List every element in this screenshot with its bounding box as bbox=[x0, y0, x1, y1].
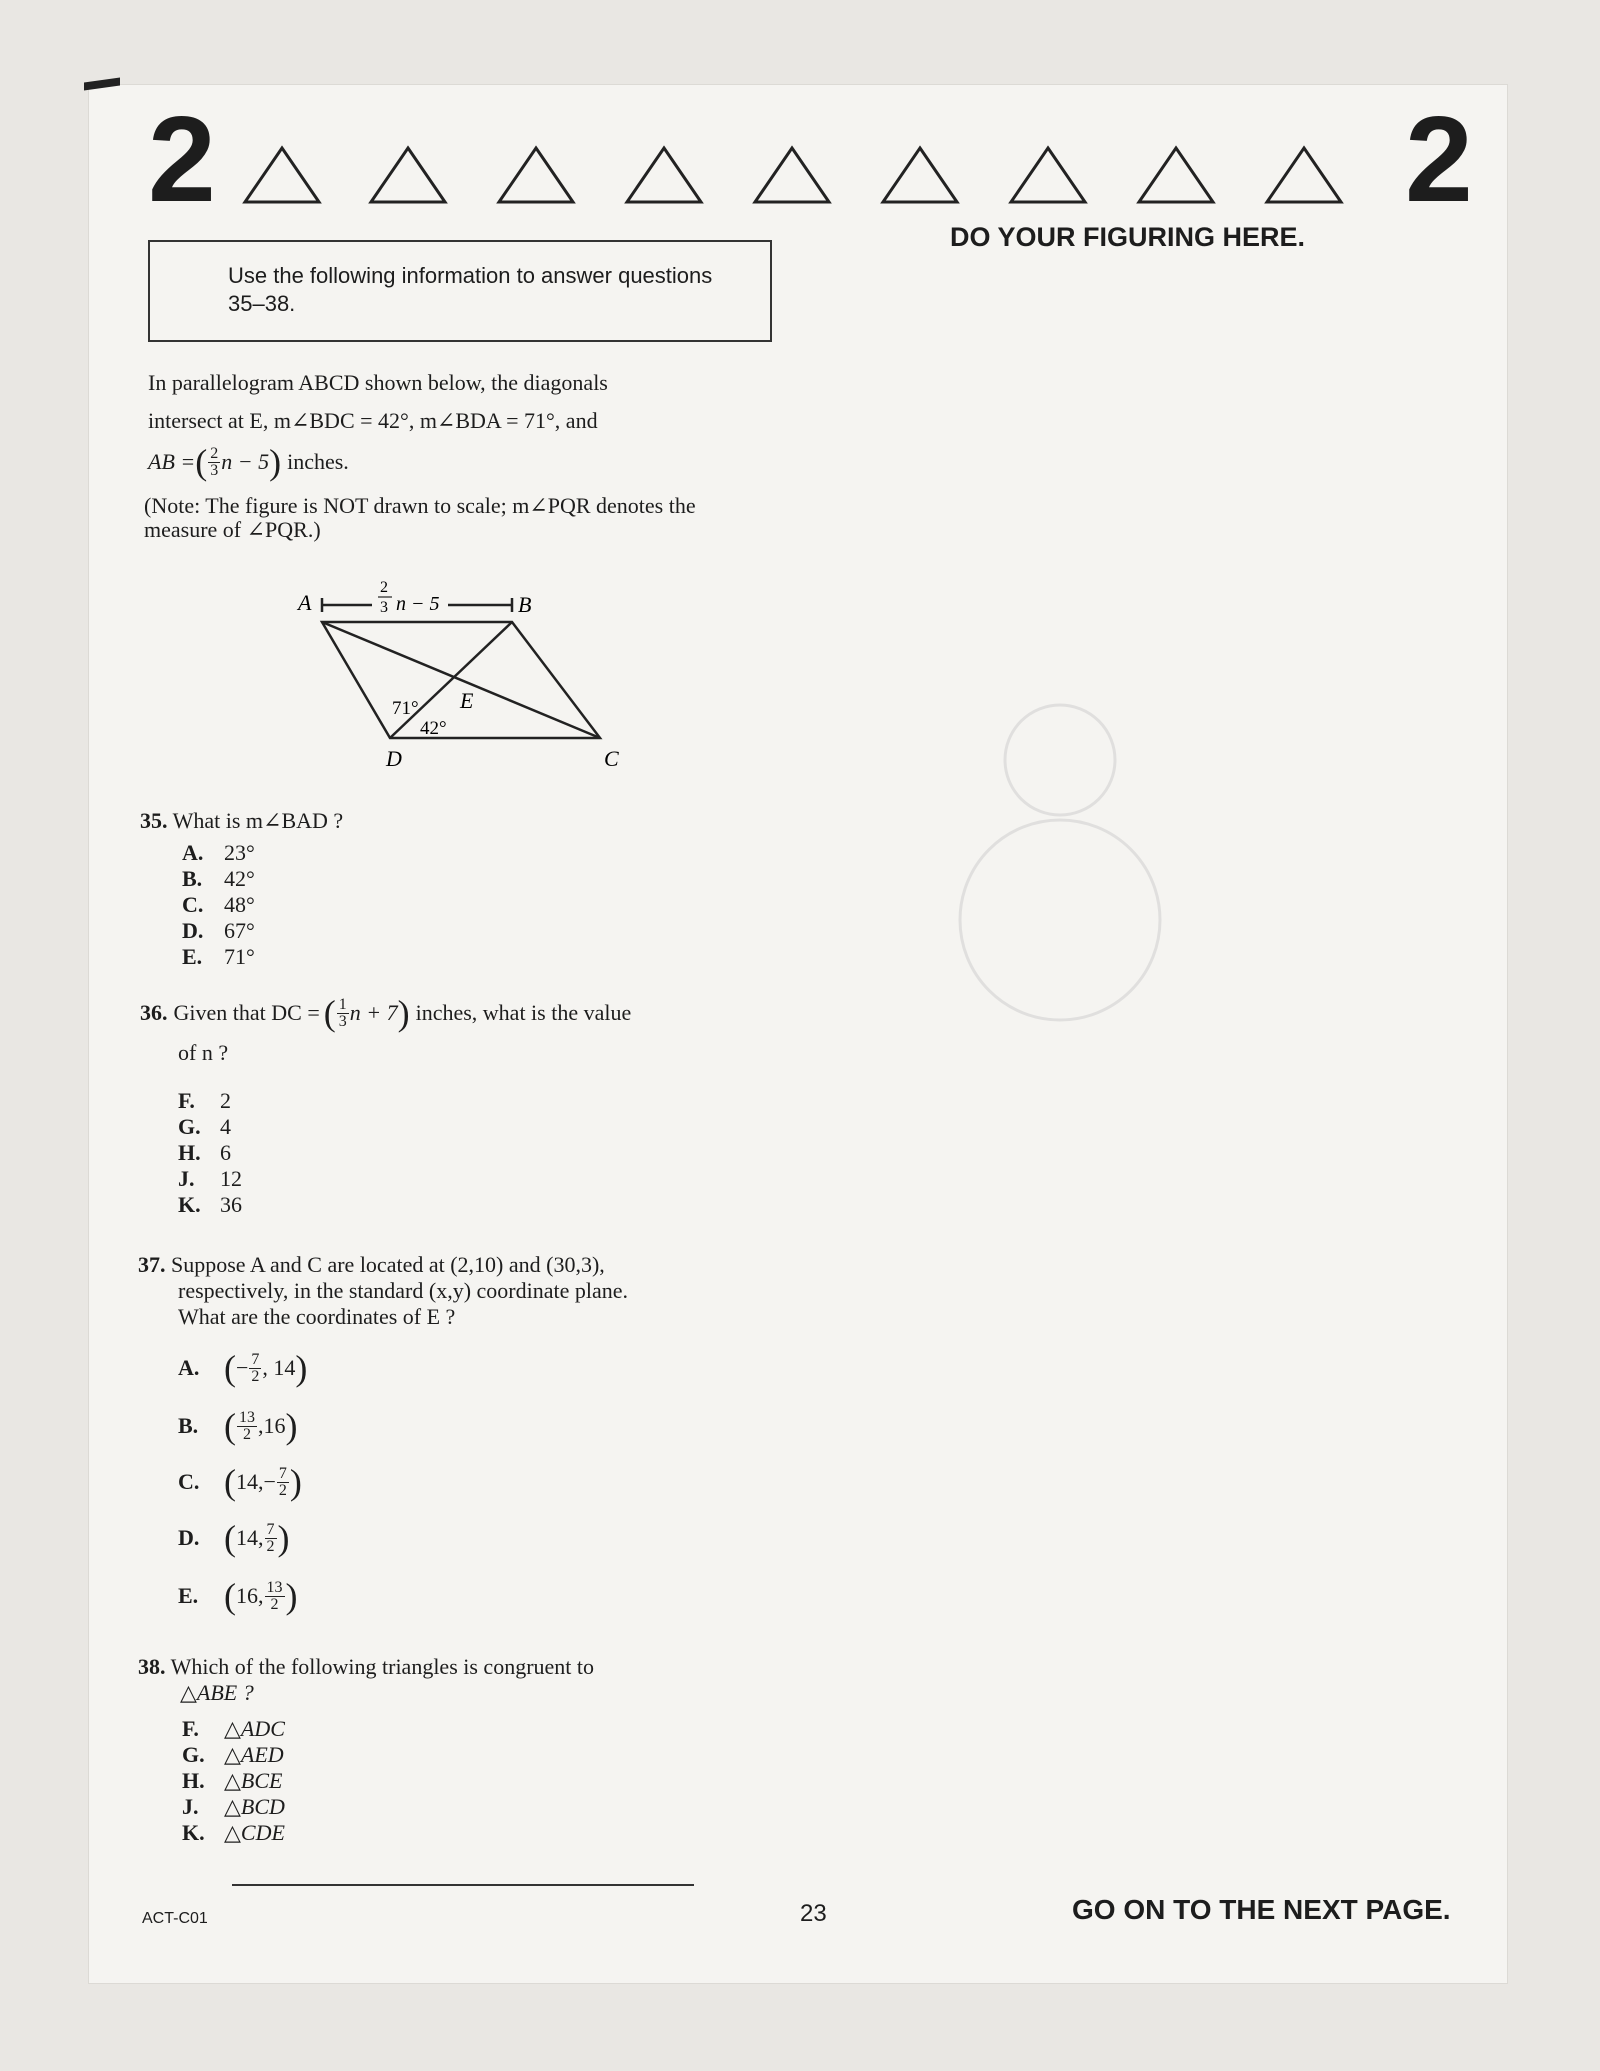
diagonal-ac bbox=[322, 622, 600, 738]
question-text-line-1: Suppose A and C are located at (2,10) and (30,3), bbox=[171, 1252, 605, 1277]
angle-71-label: 71° bbox=[392, 698, 419, 719]
figuring-label: DO YOUR FIGURING HERE. bbox=[950, 222, 1306, 252]
answer-choice[interactable]: G. △AED bbox=[182, 1742, 284, 1767]
choices-38 bbox=[182, 1716, 285, 1846]
page-number: 23 bbox=[800, 1900, 827, 1927]
question-number: 36. bbox=[140, 1000, 168, 1025]
parallelogram-figure bbox=[280, 570, 640, 770]
info-text: Use the following information to answer questions 35–38. bbox=[228, 263, 713, 316]
problem-line-3: AB = ( $\frac{2}{3}$ n − 5 ) inches. bbox=[148, 442, 349, 482]
info-box bbox=[148, 240, 772, 342]
vertex-d: D bbox=[386, 746, 402, 770]
dc-fraction: $\frac{1}{3}$ bbox=[338, 995, 347, 1030]
question-text-line-2: △ABE ? bbox=[180, 1680, 254, 1705]
triangle-icon bbox=[880, 145, 960, 205]
side-label-den: 3 bbox=[380, 599, 388, 616]
angle-42-label: 42° bbox=[420, 718, 447, 739]
question-text-line-1: Which of the following triangles is congruent to bbox=[170, 1654, 595, 1679]
section-number-right: 2 bbox=[1405, 91, 1473, 227]
answer-choice[interactable]: G. 4 bbox=[178, 1114, 231, 1139]
answer-choice[interactable]: K. △CDE bbox=[182, 1820, 285, 1845]
question-35 bbox=[140, 808, 343, 834]
choices-35 bbox=[182, 840, 255, 970]
section-number-left: 2 bbox=[148, 91, 216, 227]
ab-unit: inches. bbox=[287, 449, 349, 474]
answer-choice[interactable]: F. 2 bbox=[178, 1088, 231, 1113]
problem-line-1: In parallelogram ABCD shown below, the diagonals bbox=[148, 370, 608, 395]
answer-choice[interactable]: E. ( 16, $\frac{13}{2}$ ) bbox=[178, 1576, 298, 1616]
ab-label: AB = bbox=[148, 449, 196, 474]
question-text-line-3: What are the coordinates of E ? bbox=[178, 1304, 456, 1329]
side-label-num: 2 bbox=[380, 579, 388, 596]
vertex-b: B bbox=[518, 592, 532, 617]
question-text: What is m∠BAD ? bbox=[172, 808, 344, 833]
answer-choice[interactable]: J. △BCD bbox=[182, 1794, 285, 1819]
triangle-icon bbox=[368, 145, 448, 205]
figure-note: (Note: The figure is NOT drawn to scale; m∠PQR denotes the measure of ∠PQR.) bbox=[144, 493, 696, 542]
triangle-icon bbox=[242, 145, 322, 205]
triangle-icon bbox=[624, 145, 704, 205]
question-36-continued: of n ? bbox=[178, 1040, 229, 1065]
dc-expression: n + 7 bbox=[349, 1000, 398, 1025]
triangle-icon bbox=[496, 145, 576, 205]
choices-36 bbox=[178, 1088, 242, 1218]
triangle-icon bbox=[1008, 145, 1088, 205]
point-e: E bbox=[460, 688, 474, 713]
bleed-through-marks bbox=[820, 280, 1480, 1560]
answer-choice[interactable]: B. ( $\frac{13}{2}$ ,16 ) bbox=[178, 1406, 298, 1446]
triangle-icon bbox=[1264, 145, 1344, 205]
vertex-a: A bbox=[298, 590, 312, 615]
question-number: 37. bbox=[138, 1252, 166, 1277]
answer-choice[interactable]: B. 42° bbox=[182, 866, 255, 891]
triangle-icon bbox=[1136, 145, 1216, 205]
answer-choice[interactable]: C. 48° bbox=[182, 892, 255, 917]
form-code: ACT-C01 bbox=[142, 1910, 208, 1927]
question-37 bbox=[138, 1252, 784, 1330]
diagonal-bd bbox=[390, 622, 512, 738]
problem-statement bbox=[148, 364, 774, 484]
ab-fraction: $\frac{2}{3}$ bbox=[210, 444, 219, 479]
question-38 bbox=[138, 1654, 784, 1706]
vertex-c: C bbox=[604, 746, 619, 770]
answer-choice[interactable]: H. △BCE bbox=[182, 1768, 283, 1793]
question-36: 36. Given that DC = ( $\frac{1}{3}$ n + 7 ) inches, what is the value bbox=[140, 993, 632, 1033]
answer-choice[interactable]: H. 6 bbox=[178, 1140, 231, 1165]
triangle-icon bbox=[752, 145, 832, 205]
answer-choice[interactable]: J. 12 bbox=[178, 1166, 242, 1191]
question-number: 38. bbox=[138, 1654, 166, 1679]
ab-expression: n − 5 bbox=[221, 449, 270, 474]
go-on-label: GO ON TO THE NEXT PAGE. bbox=[1072, 1894, 1451, 1925]
answer-choice[interactable]: D. ( 14, $\frac{7}{2}$ ) bbox=[178, 1518, 290, 1558]
answer-choice[interactable]: D. 67° bbox=[182, 918, 255, 943]
problem-line-2: intersect at E, m∠BDC = 42°, m∠BDA = 71°, and bbox=[148, 408, 598, 433]
question-text-a: Given that DC = bbox=[173, 1000, 320, 1025]
question-number: 35. bbox=[140, 808, 168, 833]
side-label-rest: n − 5 bbox=[396, 593, 440, 615]
answer-choice[interactable]: E. 71° bbox=[182, 944, 255, 969]
answer-choice[interactable]: A. 23° bbox=[182, 840, 255, 865]
answer-choice[interactable]: C. ( 14,− $\frac{7}{2}$ ) bbox=[178, 1462, 302, 1502]
answer-choice[interactable]: F. △ADC bbox=[182, 1716, 285, 1741]
footer-rule bbox=[232, 1884, 694, 1886]
question-text-line-2: respectively, in the standard (x,y) coordinate plane. bbox=[178, 1278, 629, 1303]
answer-choice[interactable]: K. 36 bbox=[178, 1192, 242, 1217]
answer-choice[interactable]: A. ( − $\frac{7}{2}$ , 14 ) bbox=[178, 1348, 308, 1388]
question-text-b: inches, what is the value bbox=[415, 1000, 632, 1025]
